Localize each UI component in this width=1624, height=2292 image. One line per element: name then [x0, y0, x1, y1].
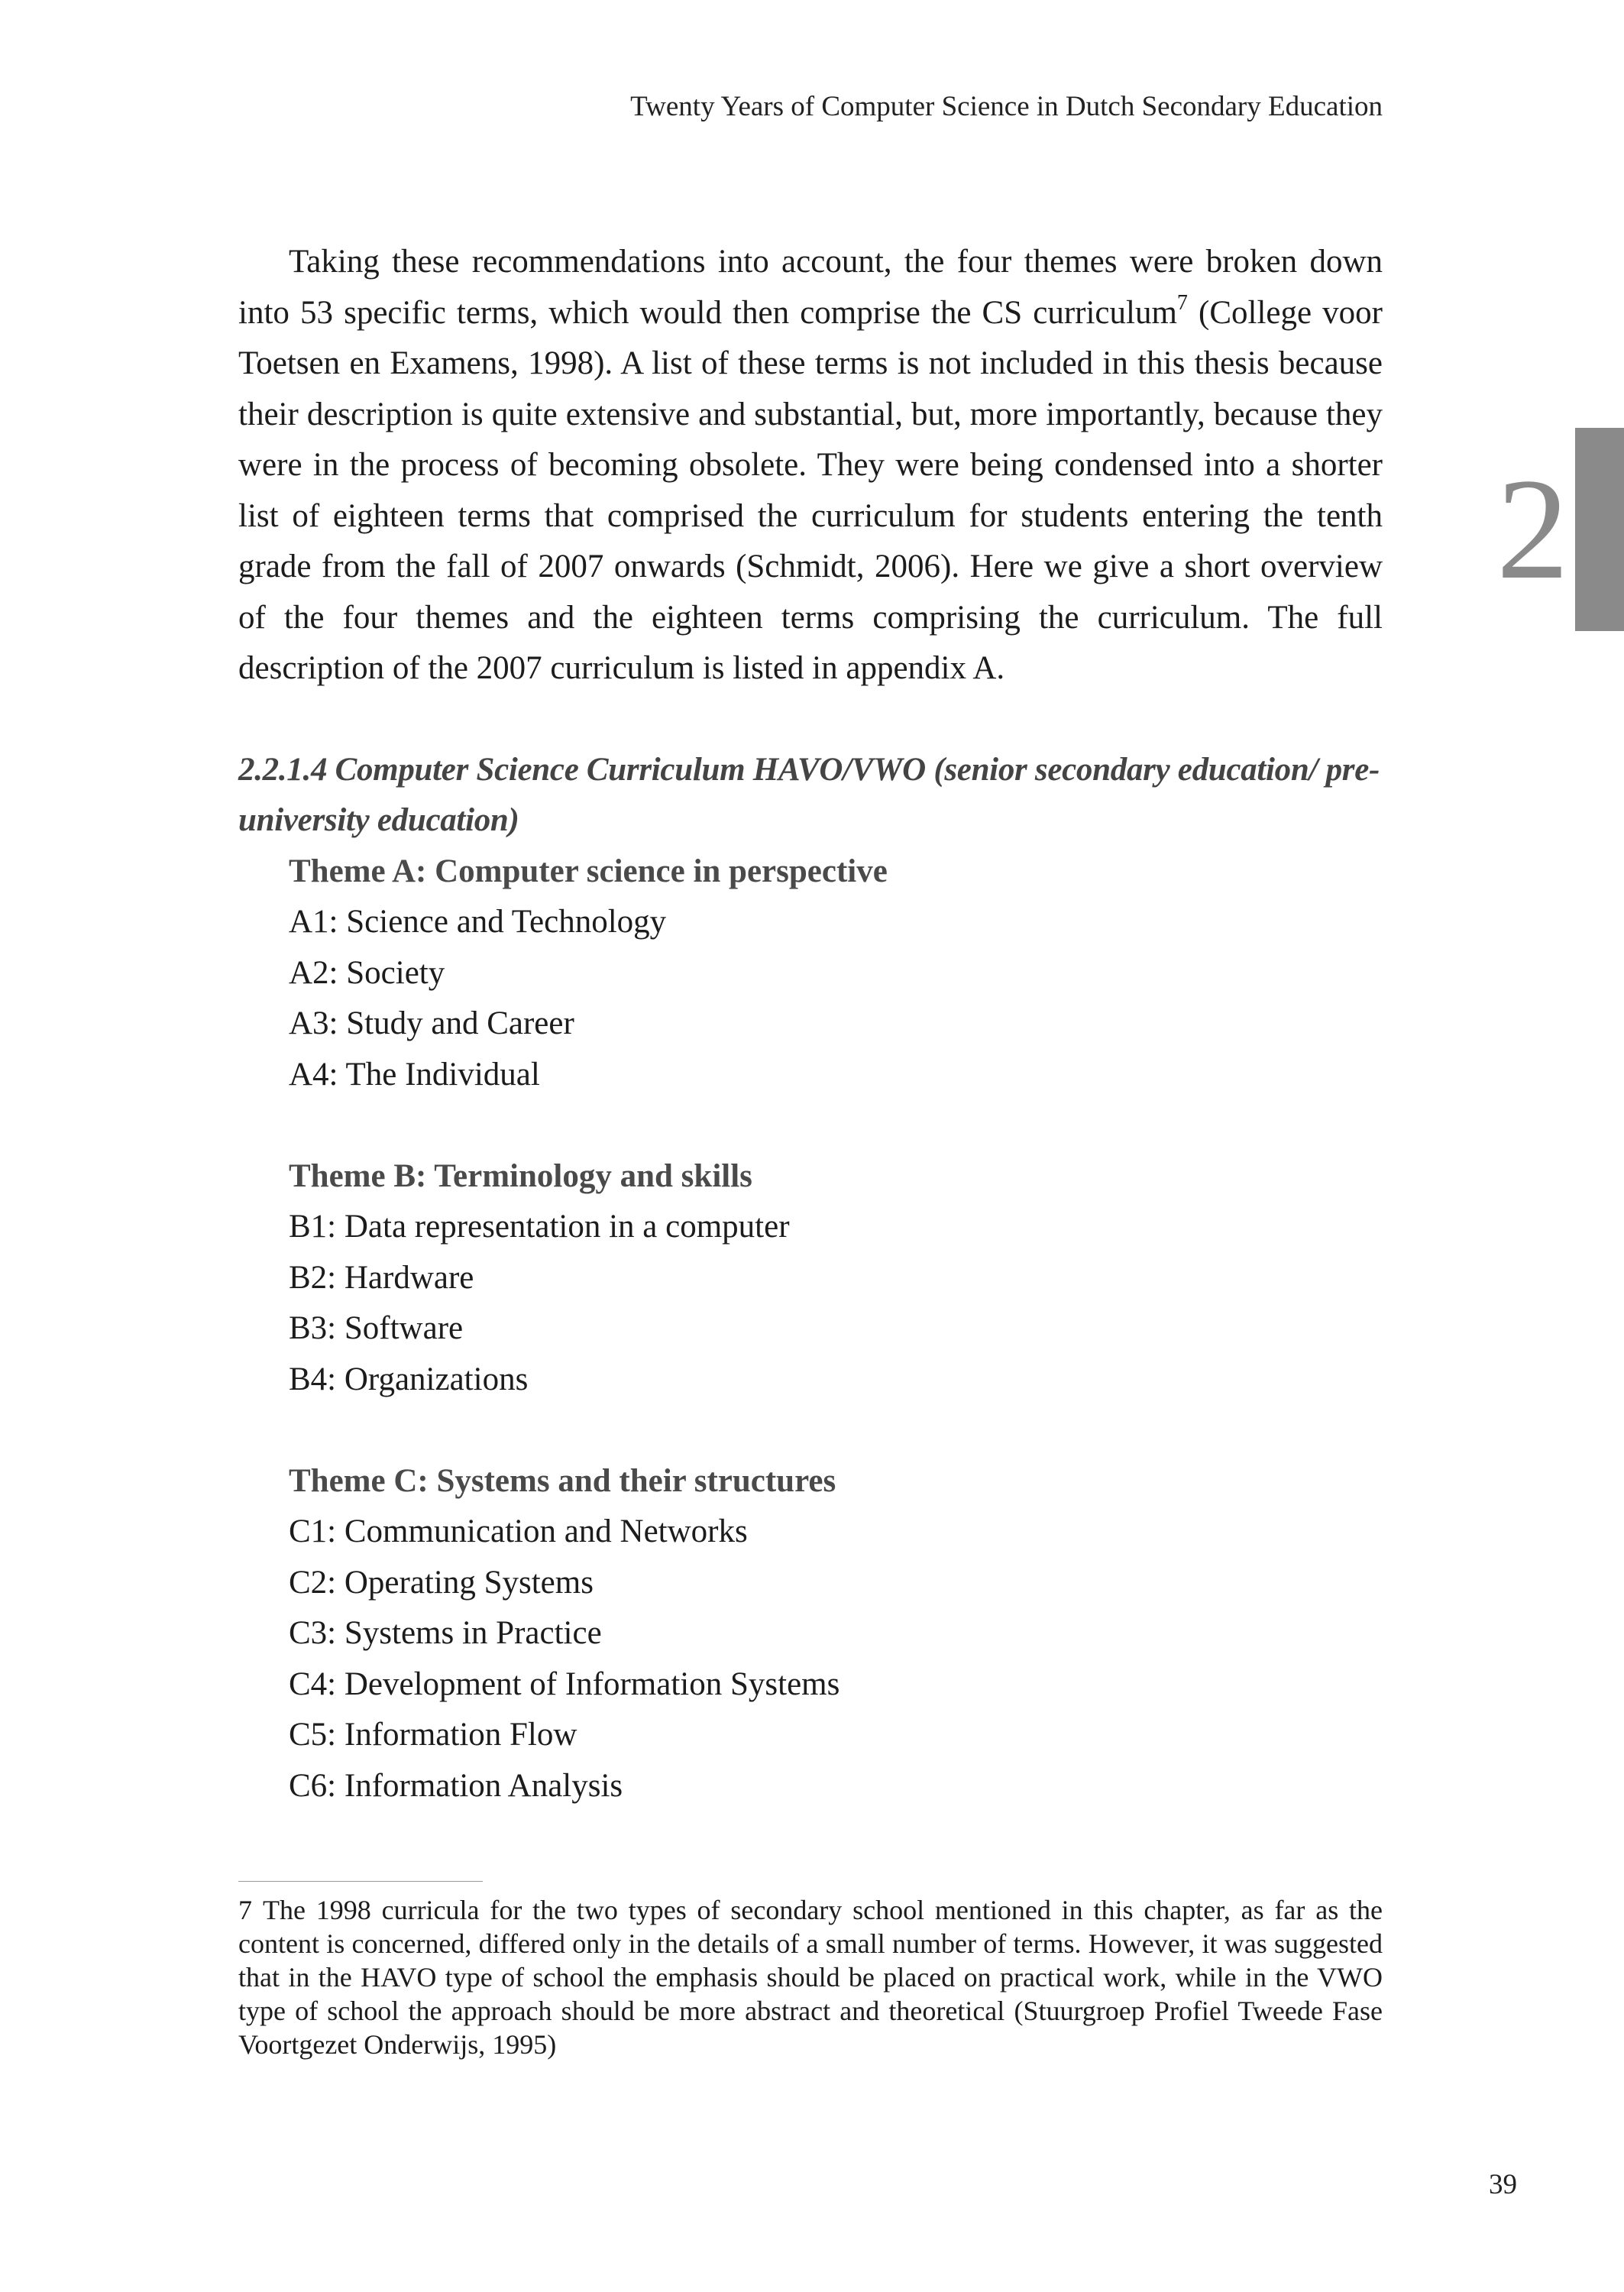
theme-item: C4: Development of Information Systems — [289, 1666, 840, 1702]
chapter-number: 2 — [1496, 449, 1569, 610]
theme-item: C1: Communication and Networks — [289, 1513, 748, 1549]
footnote-text: The 1998 curricula for the two types of secondary school mentioned in this chapter, as far as the content is concerned, differed only in the details of a small number of terms. However, it was suggested that in the HAVO type of school the emphasis should be placed on practical work, while in the VWO type of school the approach should be more abstract and theoretical (Stuurgroep Profiel Tweede Fase Voortgezet Onderwijs, 1995) — [238, 1895, 1383, 2060]
theme-item: B1: Data representation in a computer — [289, 1209, 790, 1245]
page-body — [238, 237, 1383, 1811]
intro-paragraph — [238, 237, 1383, 694]
theme-block-a — [289, 847, 1383, 1101]
footnote-mark: 7 — [238, 1895, 252, 1925]
footnote — [238, 1893, 1383, 2061]
theme-item: C5: Information Flow — [289, 1717, 577, 1753]
theme-title: Theme A: Computer science in perspective — [289, 853, 888, 889]
theme-item: A1: Science and Technology — [289, 904, 667, 940]
theme-item: A2: Society — [289, 954, 445, 991]
theme-item: B4: Organizations — [289, 1361, 529, 1397]
intro-text-before-note: Taking these recommendations into account, the four themes were broken down into 53 specific terms, which would then comprise the CS curriculum — [238, 244, 1383, 331]
section-heading: 2.2.1.4 Computer Science Curriculum HAVO/VWO (senior secondary education/ pre-university education) — [238, 751, 1380, 838]
theme-item: B3: Software — [289, 1310, 464, 1346]
intro-text-after-note: (College voor Toetsen en Examens, 1998). A list of these terms is not included in this thesis because their description is quite extensive and substantial, but, more importantly, because they were in the process of becoming obsolete. They were being condensed into a shorter list of eighteen terms that comprised the curriculum for students entering the tenth grade from the fall of 2007 onwards (Schmidt, 2006). Here we give a short overview of the four themes and the eighteen terms comprising the curriculum. The full description of the 2007 curriculum is listed in appendix A. — [238, 294, 1383, 686]
footnote-divider — [238, 1881, 483, 1882]
theme-item: A3: Study and Career — [289, 1005, 574, 1041]
theme-block-c — [289, 1456, 1383, 1812]
theme-item: C2: Operating Systems — [289, 1564, 594, 1601]
theme-title: Theme B: Terminology and skills — [289, 1157, 752, 1194]
chapter-tab — [1575, 428, 1624, 631]
theme-item: A4: The Individual — [289, 1056, 540, 1093]
theme-title: Theme C: Systems and their structures — [289, 1462, 836, 1499]
theme-block-b — [289, 1151, 1383, 1406]
theme-item: C6: Information Analysis — [289, 1767, 623, 1804]
page-number: 39 — [1489, 2169, 1517, 2200]
theme-item: C3: Systems in Practice — [289, 1615, 602, 1651]
theme-item: B2: Hardware — [289, 1259, 474, 1296]
running-header: Twenty Years of Computer Science in Dutch Secondary Education — [630, 91, 1383, 122]
footnote-reference[interactable]: 7 — [1176, 290, 1188, 315]
